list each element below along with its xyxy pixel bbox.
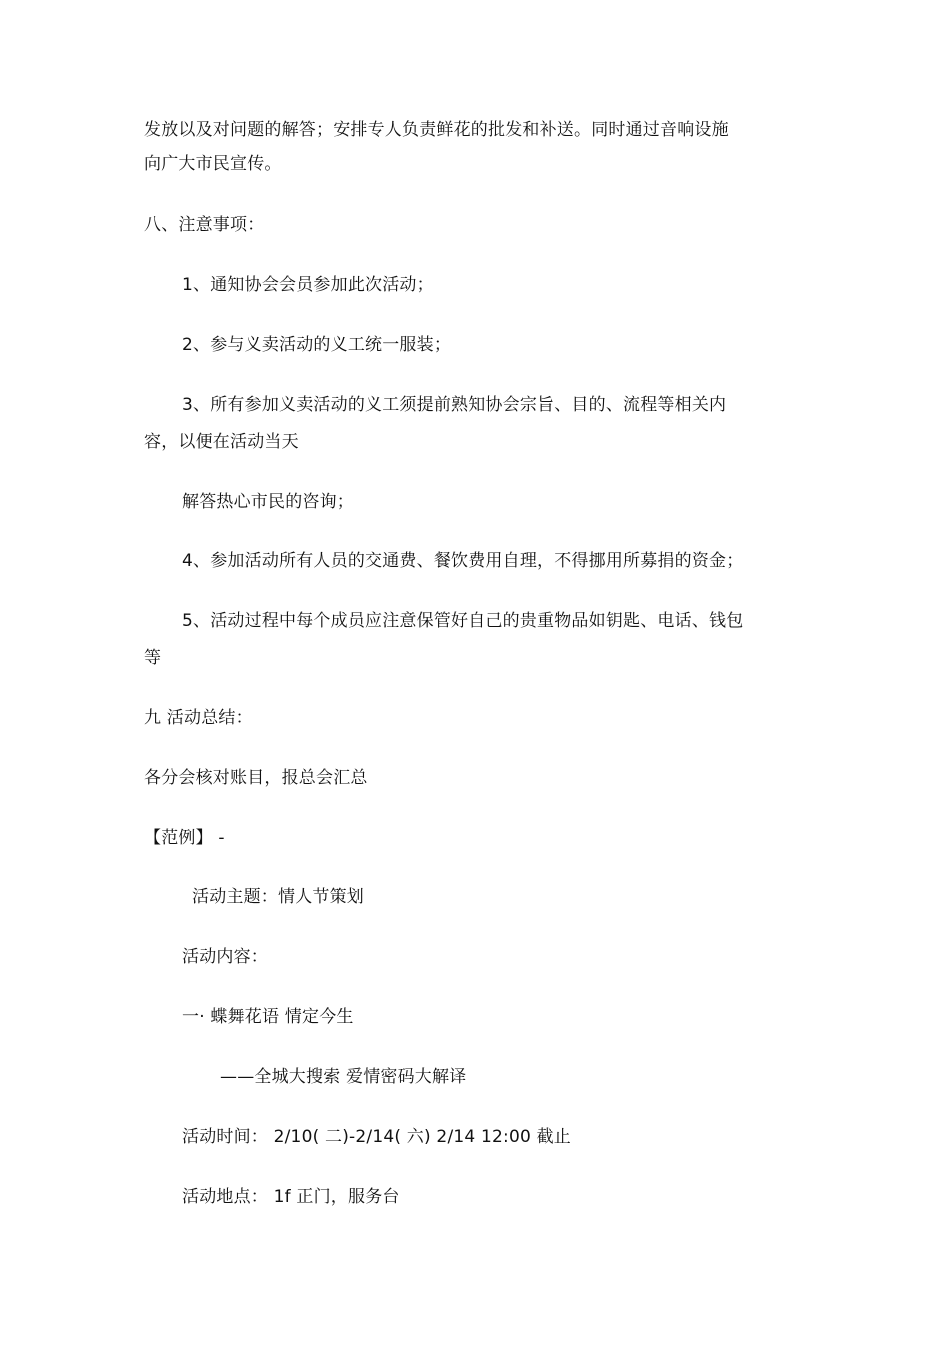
section-heading: 九 活动总结：	[144, 708, 253, 728]
section-heading: 八、注意事项：	[144, 215, 265, 235]
list-item: 5、活动过程中每个成员应注意保管好自己的贵重物品如钥匙、电话、钱包	[182, 611, 744, 631]
activity-theme: 活动主题：情人节策划	[192, 887, 364, 907]
activity-content-label: 活动内容：	[182, 947, 268, 967]
list-item-continuation: 容，以便在活动当天	[144, 432, 299, 452]
paragraph-line: 发放以及对问题的解答；安排专人负责鲜花的批发和补送。同时通过音响设施	[144, 120, 729, 140]
list-item-continuation: 等	[144, 648, 162, 668]
activity-time: 活动时间： 2/10( 二)-2/14( 六) 2/14 12:00 截止	[182, 1127, 572, 1147]
paragraph-line: 向广大市民宣传。	[144, 154, 282, 174]
list-item: 1、通知协会会员参加此次活动；	[182, 275, 434, 295]
list-item: 4、参加活动所有人员的交通费、餐饮费用自理，不得挪用所募捐的资金；	[182, 551, 744, 571]
list-item: 3、所有参加义卖活动的义工须提前熟知协会宗旨、目的、流程等相关内	[182, 395, 727, 415]
activity-location: 活动地点： 1f 正门，服务台	[182, 1187, 400, 1207]
example-heading: 【范例】 -	[144, 828, 225, 848]
activity-item-subtitle: ——全城大搜索 爱情密码大解译	[220, 1067, 467, 1087]
list-item: 2、参与义卖活动的义工统一服装；	[182, 335, 452, 355]
activity-item-title: 一· 蝶舞花语 情定今生	[182, 1007, 354, 1027]
list-item-continuation: 解答热心市民的咨询；	[182, 492, 354, 512]
paragraph-line: 各分会核对账目，报总会汇总	[144, 768, 368, 788]
